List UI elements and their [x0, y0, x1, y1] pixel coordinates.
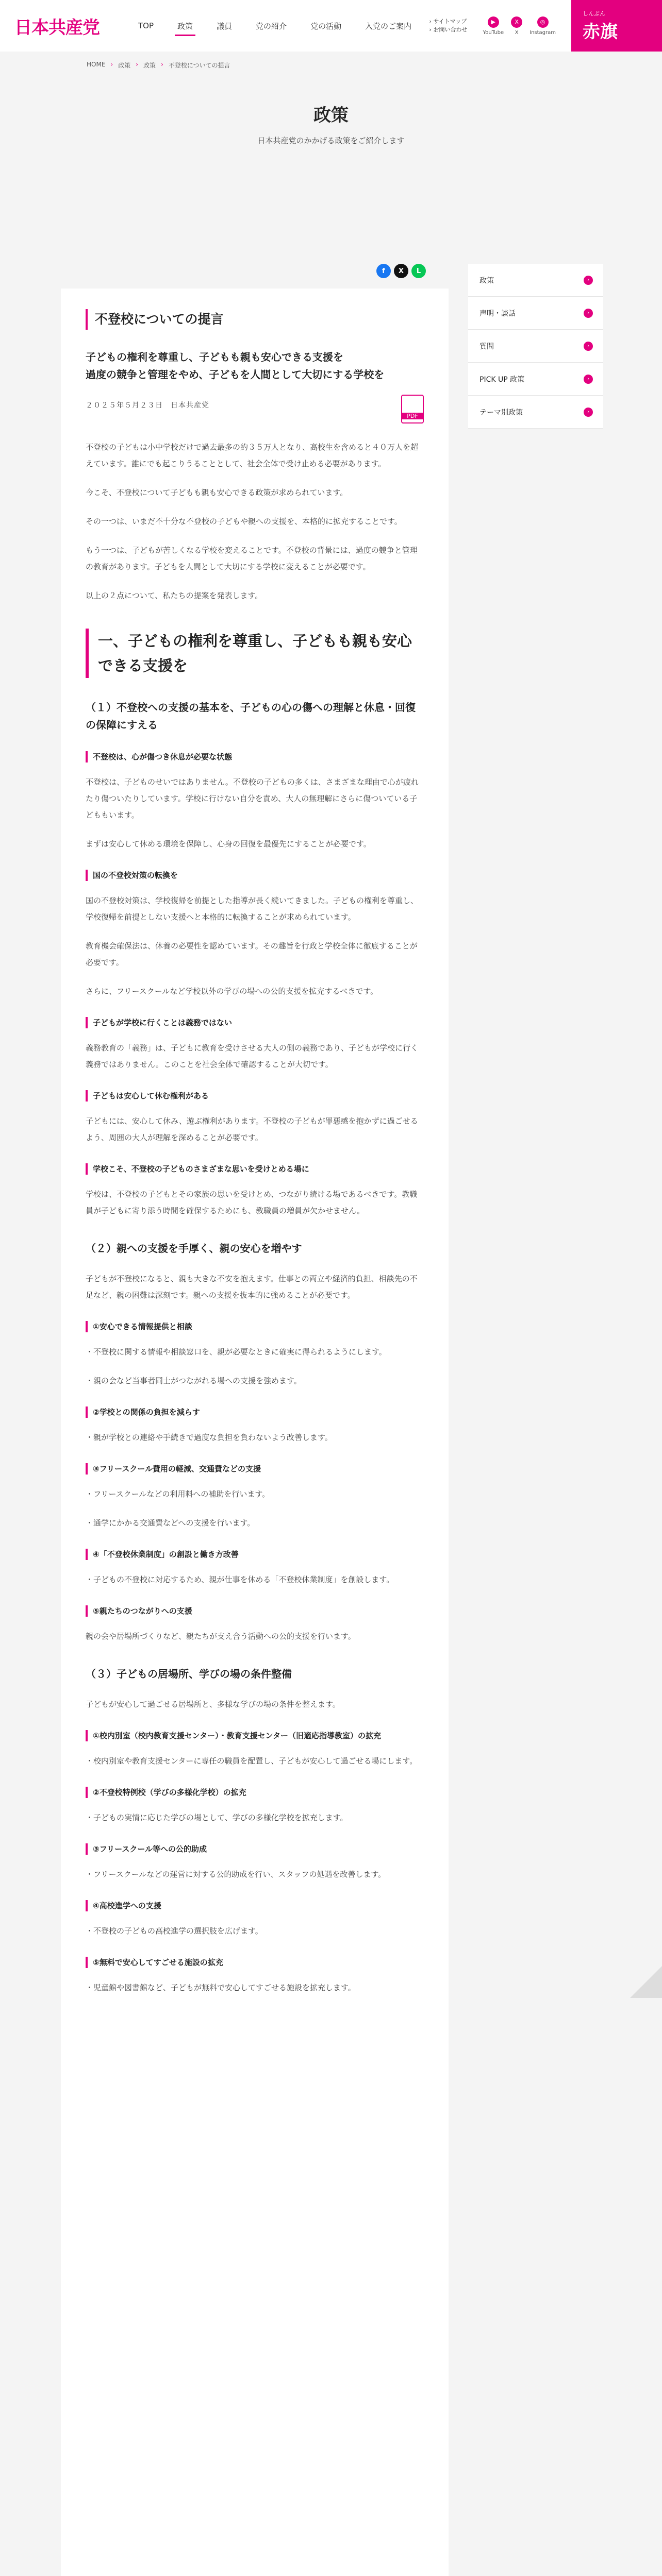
youtube-label: YouTube [483, 29, 504, 36]
paragraph: 子どもには、安心して休み、遊ぶ権利があります。不登校の子どもが罪悪感を抱かずに過ごせるよう、周囲の大人が理解を深めることが必要です。 [86, 1116, 418, 1142]
sidebar-menu [468, 264, 603, 429]
minor-heading: 子どもが学校に行くことは義務ではない [86, 1017, 424, 1028]
minor-heading: ③フリースクール等への公的助成 [86, 1843, 424, 1855]
akahata-title: 赤旗 [583, 21, 618, 42]
minor-heading: ①安心できる情報提供と相談 [86, 1321, 424, 1332]
minor-heading: ②不登校特例校（学びの多様化学校）の拡充 [86, 1787, 424, 1798]
section-heading: 一、子どもの権利を尊重し、子どもも親も安心できる支援を [86, 629, 424, 678]
paragraph: ・校内別室や教育支援センターに専任の職員を配置し、子どもが安心して過ごせる場にします。 [86, 1756, 418, 1766]
x-link[interactable] [511, 16, 522, 36]
youtube-link[interactable] [483, 16, 504, 36]
chevron-right-icon: › [584, 375, 593, 384]
paragraph: 子どもが安心して過ごせる居場所と、多様な学びの場の条件を整えます。 [86, 1700, 340, 1709]
article-date: ２０２５年５月２３日 日本共産党 [86, 401, 209, 410]
paragraph: ・フリースクールなどの利用料への補助を行います。 [86, 1489, 270, 1499]
sidebar-item-label: 政策 [479, 276, 494, 285]
x-label: X [515, 29, 519, 36]
sidebar-item-statements[interactable] [468, 297, 603, 330]
paragraph: ・子どもの不登校に対応するため、親が仕事を休める「不登校休業制度」を創設します。 [86, 1575, 394, 1584]
sidebar-item-policy[interactable] [468, 264, 603, 297]
paragraph: ・親が学校との連絡や手続きで過度な負担を負わないよう改善します。 [86, 1433, 333, 1442]
x-icon[interactable]: X [394, 264, 408, 278]
contact-link[interactable]: お問い合わせ [433, 26, 468, 33]
breadcrumb-separator-icon: › [136, 61, 139, 68]
breadcrumb-current: 不登校についての提言 [168, 62, 230, 69]
intro-paragraph: もう一つは、子どもが苦しくなる学校を変えることです。不登校の背景には、過度の競争と管理の教育があります。子どもを人間として大切にする学校に変えることが必要です。 [86, 546, 418, 571]
paragraph: 学校は、不登校の子どもとその家族の思いを受けとめ、つながり続ける場であるべきです。教職員が子どもに寄り添う時間を確保するためにも、教職員の増員が欠かせません。 [86, 1190, 418, 1215]
paragraph: ・子どもの実情に応じた学びの場として、学びの多様化学校を拡充します。 [86, 1813, 348, 1822]
chevron-right-icon: › [584, 276, 593, 285]
intro-paragraph: 以上の２点について、私たちの提案を発表します。 [86, 591, 263, 600]
minor-heading: ①校内別室（校内教育支援センター）・教育支援センター（旧適応指導教室）の拡充 [86, 1730, 424, 1741]
minor-heading: ②学校との関係の負担を減らす [86, 1406, 424, 1418]
header-utility [429, 0, 662, 52]
minor-heading: ③フリースクール費用の軽減、交通費などの支援 [86, 1463, 424, 1475]
paragraph: さらに、フリースクールなど学校以外の学びの場への公的支援を拡充するべきです。 [86, 987, 378, 996]
nav-top[interactable]: TOP [138, 21, 154, 30]
breadcrumb-home[interactable]: HOME [87, 61, 106, 68]
subsection-heading: （２）親への支援を手厚く、親の安心を増やす [86, 1242, 302, 1255]
breadcrumb-separator-icon: › [110, 61, 113, 68]
instagram-icon: ◎ [537, 16, 549, 28]
paragraph: 教育機会確保法は、休養の必要性を認めています。その趣旨を行政と学校全体に徹底することが必要です。 [86, 941, 418, 967]
sidebar-item-label: 質問 [479, 342, 494, 351]
minor-heading: 国の不登校対策の転換を [86, 870, 424, 881]
nav-join[interactable]: 入党のご案内 [365, 21, 412, 31]
subsection-heading: （１）不登校への支援の基本を、子どもの心の傷への理解と休息・回復の保障にすえる [86, 701, 416, 731]
page-title: 政策 [313, 105, 349, 126]
nav-activities[interactable]: 党の活動 [310, 21, 342, 31]
article-lead: 子どもの権利を尊重し、子どもも親も安心できる支援を 過度の競争と管理をやめ、子どもを人間として大切にする学校を [86, 351, 385, 381]
page-subtitle: 日本共産党のかかげる政策をご紹介します [257, 136, 405, 145]
chevron-right-icon: › [584, 342, 593, 351]
sidebar-item-label: 声明・談話 [479, 309, 516, 318]
site-logo[interactable]: 日本共産党 [14, 17, 100, 38]
x-icon: X [511, 16, 522, 28]
sidebar-item-themes[interactable] [468, 396, 603, 429]
breadcrumb-policy-list[interactable]: 政策 [143, 62, 156, 69]
paragraph: ・児童館や図書館など、子どもが無料で安心してすごせる施設を拡充します。 [86, 1983, 356, 1992]
breadcrumb-separator-icon: › [161, 61, 163, 68]
minor-heading: 子どもは安心して休む権利がある [86, 1090, 424, 1101]
akahata-small-label: しんぶん [583, 10, 605, 17]
global-nav [126, 0, 423, 52]
article-meta [86, 395, 424, 423]
facebook-icon[interactable]: f [376, 264, 391, 278]
nav-about[interactable]: 党の紹介 [256, 21, 287, 31]
breadcrumb [87, 61, 230, 70]
nav-members[interactable]: 議員 [217, 21, 233, 31]
minor-heading: 不登校は、心が傷つき休息が必要な状態 [86, 751, 424, 762]
intro-paragraph: 今こそ、不登校について子どもも親も安心できる政策が求められています。 [86, 488, 348, 497]
paragraph: ・親の会など当事者同士がつながれる場への支援を強めます。 [86, 1376, 302, 1385]
paragraph: ・不登校の子どもの高校進学の選択肢を広げます。 [86, 1926, 263, 1936]
paragraph: 子どもが不登校になると、親も大きな不安を抱えます。仕事との両立や経済的負担、相談先の不足など、親の困難は深刻です。親への支援を抜本的に強めることが必要です。 [86, 1274, 418, 1300]
breadcrumb-policy[interactable]: 政策 [118, 62, 131, 69]
sidebar-item-label: PICK UP 政策 [479, 375, 525, 384]
paragraph: 国の不登校対策は、学校復帰を前提とした指導が長く続いてきました。子どもの権利を尊重し、学校復帰を前提としない支援へと本格的に転換することが求められています。 [86, 896, 419, 922]
paragraph: ・通学にかかる交通費などへの支援を行います。 [86, 1518, 255, 1528]
minor-heading: ⑤親たちのつながりへの支援 [86, 1605, 424, 1617]
minor-heading: 学校こそ、不登校の子どものさまざまな思いを受けとめる場に [86, 1163, 424, 1175]
article-title: 不登校についての提言 [86, 309, 424, 330]
instagram-label: Instagram [529, 29, 556, 36]
sidebar-item-questions[interactable] [468, 330, 603, 363]
line-icon[interactable]: L [411, 264, 426, 278]
minor-heading: ⑤無料で安心してすごせる施設の拡充 [86, 1957, 424, 1968]
sitemap-link[interactable]: サイトマップ [433, 18, 467, 25]
nav-policy[interactable]: 政策 [166, 0, 205, 52]
utility-links: › サイトマップ › お問い合わせ [429, 18, 468, 33]
page-top-button[interactable] [630, 1966, 662, 1998]
paragraph: ・フリースクールなどの運営に対する公的助成を行い、スタッフの処遇を改善します。 [86, 1870, 386, 1879]
article-body [61, 289, 449, 2576]
paragraph: ・不登校に関する情報や相談窓口を、親が必要なときに確実に得られるようにします。 [86, 1347, 387, 1357]
akahata-banner[interactable] [571, 0, 662, 52]
paragraph: まずは安心して休める環境を保障し、心身の回復を最優先にすることが必要です。 [86, 839, 371, 849]
sidebar-item-label: テーマ別政策 [479, 408, 523, 417]
instagram-link[interactable] [529, 16, 556, 36]
minor-heading: ④高校進学への支援 [86, 1900, 424, 1911]
intro-paragraph: その一つは、いまだ不十分な不登校の子どもや親への支援を、本格的に拡充することです。 [86, 517, 402, 526]
paragraph: 義務教育の「義務」は、子どもに教育を受けさせる大人の側の義務であり、子どもが学校に行く義務ではありません。このことを社会全体で確認することが大切です。 [86, 1043, 419, 1069]
site-header [0, 0, 662, 52]
chevron-right-icon: › [584, 309, 593, 318]
pdf-label: PDF [402, 413, 423, 419]
pdf-download-icon[interactable] [401, 395, 424, 423]
intro-paragraph: 不登校の子どもは小中学校だけで過去最多の約３５万人となり、高校生を含めると４０万人を超えています。誰にでも起こりうることとして、社会全体で受け止める必要があります。 [86, 443, 419, 468]
paragraph: 不登校は、子どものせいではありません。不登校の子どもの多くは、さまざまな理由で心が疲れたり傷ついたりしています。学校に行けない自分を責め、大人の無理解にさらに傷ついている子どももいます。 [86, 777, 419, 820]
paragraph: 親の会や居場所づくりなど、親たちが支え合う活動への公的支援を行います。 [86, 1632, 356, 1641]
minor-heading: ④「不登校休業制度」の創設と働き方改善 [86, 1549, 424, 1560]
chevron-right-icon: › [584, 408, 593, 417]
share-buttons [376, 264, 426, 278]
sidebar-item-pickup[interactable] [468, 363, 603, 396]
youtube-icon: ▶ [488, 16, 499, 28]
subsection-heading: （３）子どもの居場所、学びの場の条件整備 [86, 1668, 292, 1680]
